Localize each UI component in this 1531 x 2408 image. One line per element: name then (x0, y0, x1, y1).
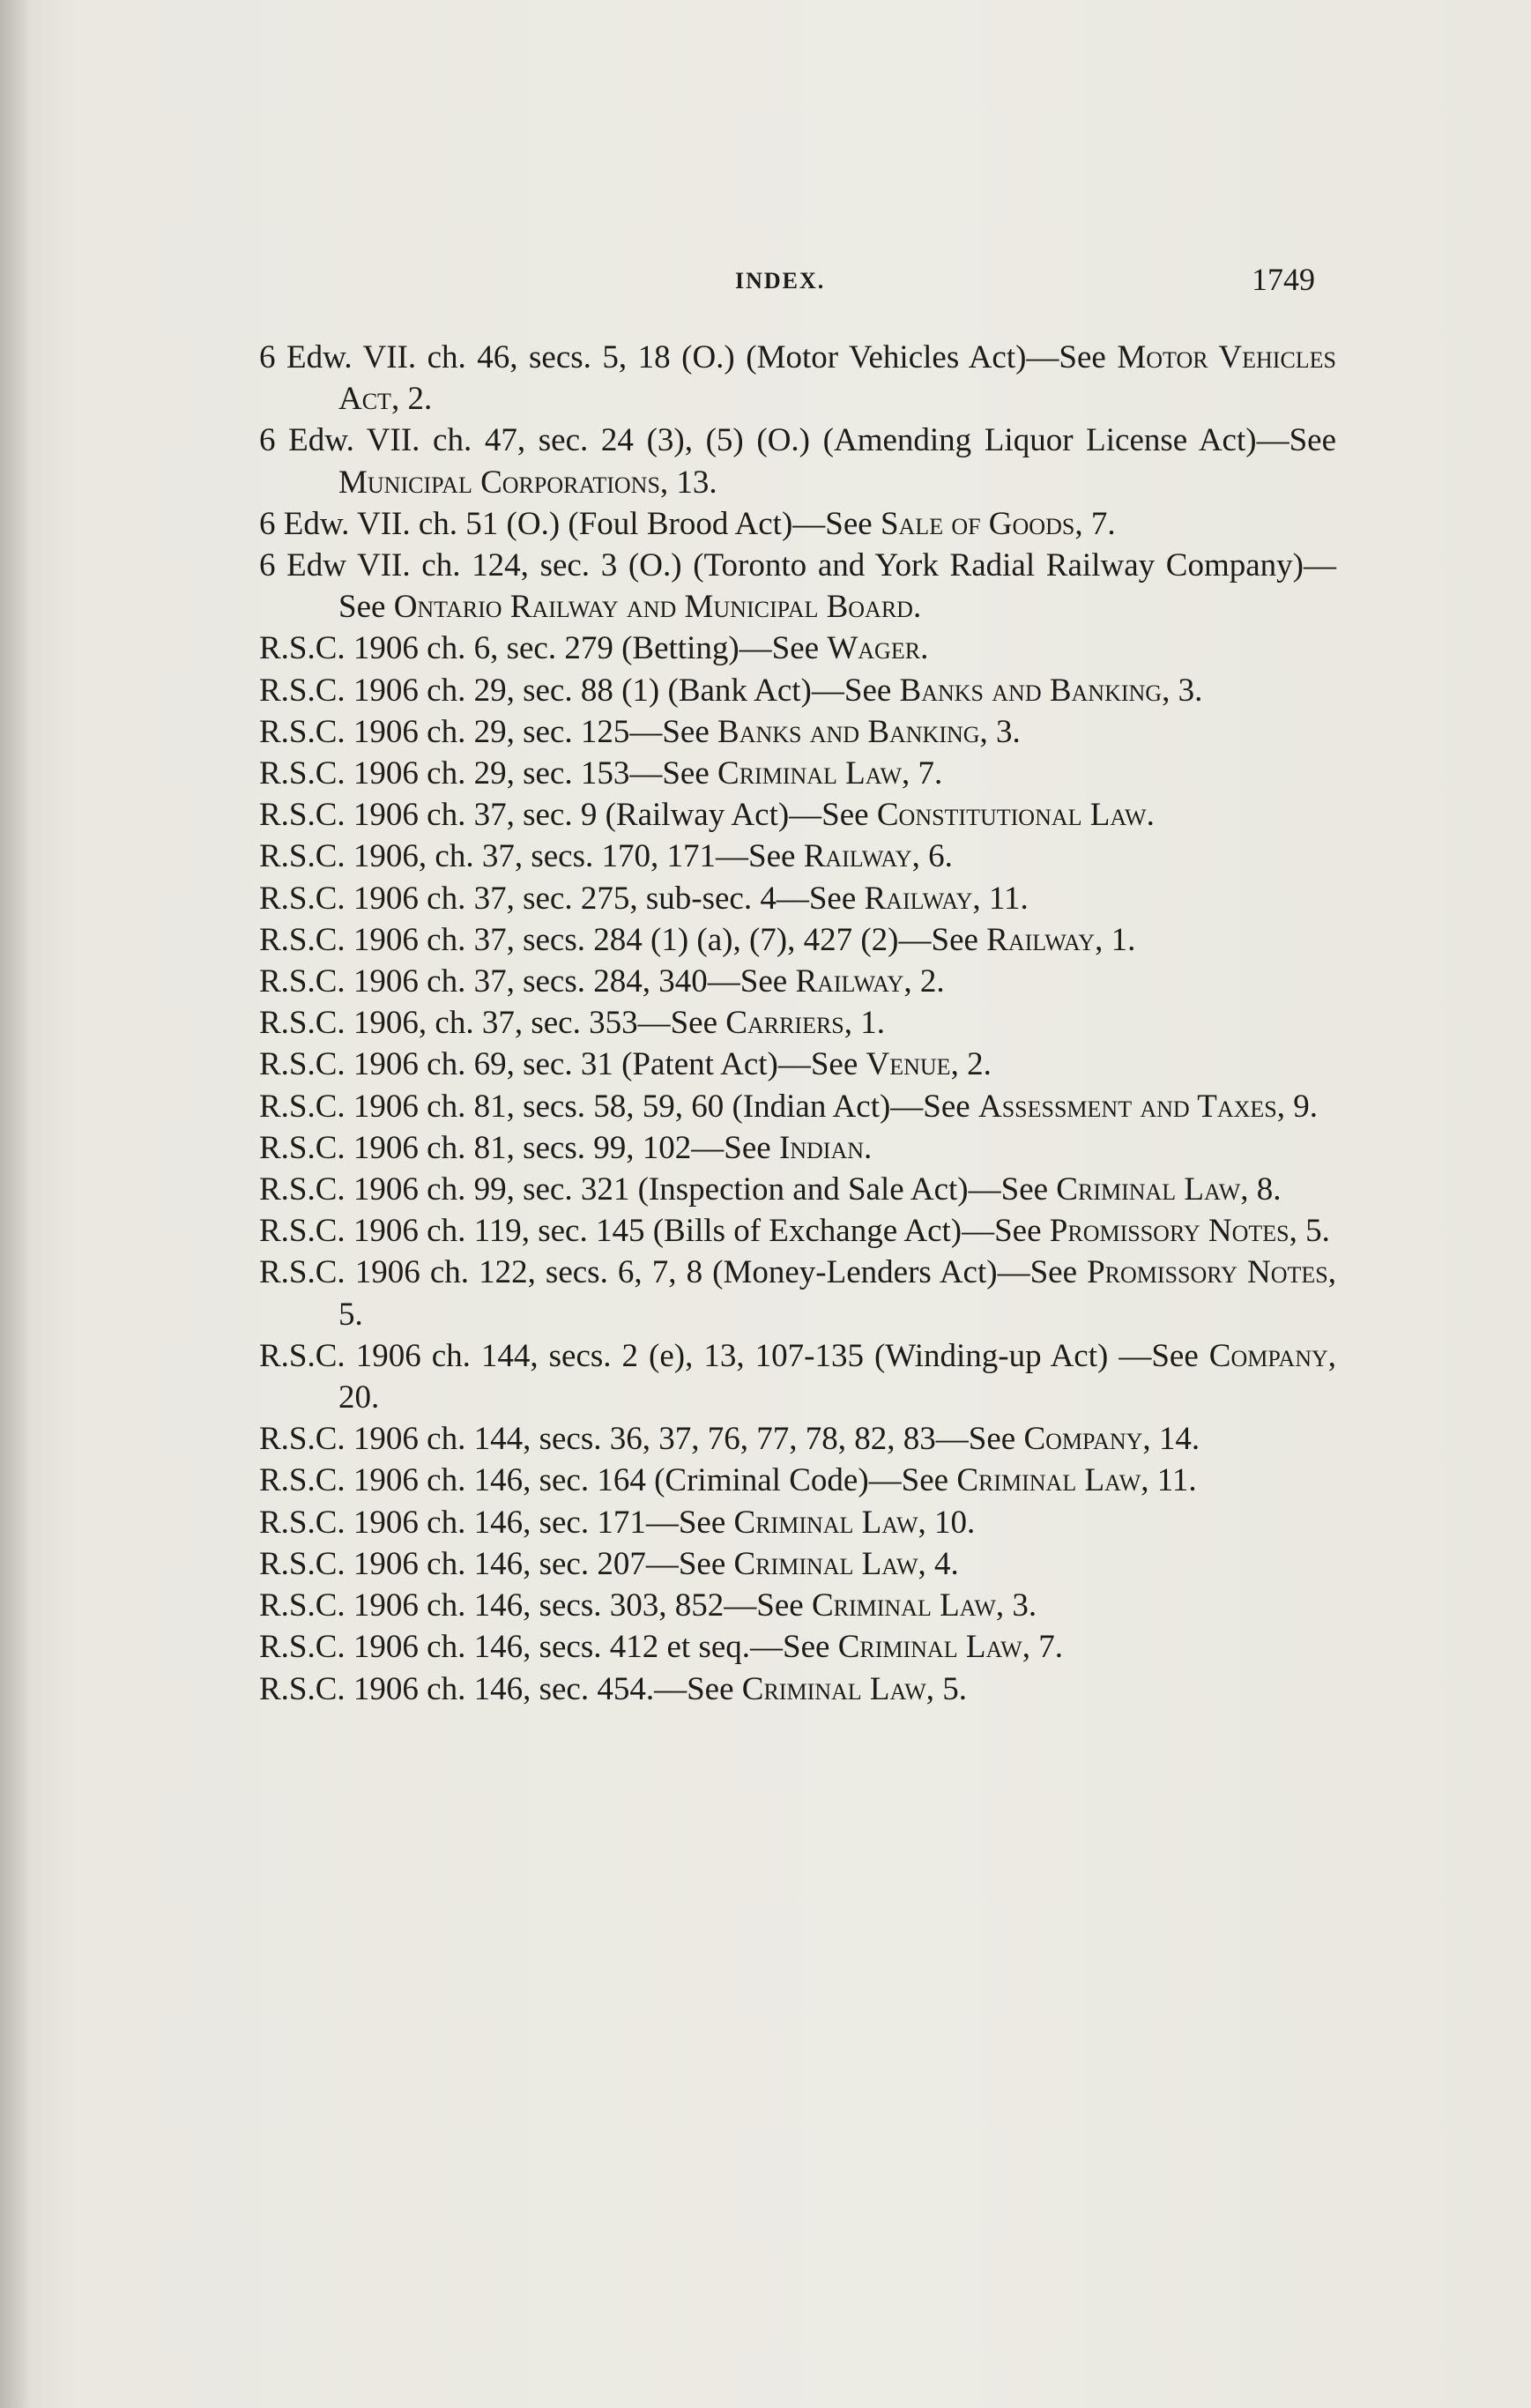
entry-topic: Carriers (725, 1005, 844, 1042)
entry-reference: R.S.C. 1906 ch. 37, secs. 284, 340—See (259, 963, 788, 1000)
entry-tail: , 3. (995, 1587, 1037, 1624)
index-entry (259, 1543, 1336, 1585)
entry-tail: , 5. (338, 1254, 1336, 1333)
index-entry (259, 1252, 1336, 1334)
entry-tail: , 11. (1141, 1462, 1197, 1499)
entry-reference: R.S.C. 1906 ch. 119, sec. 145 (Bills of Exchange Act)—See (259, 1213, 1042, 1250)
entry-tail: , 2. (903, 963, 945, 1000)
entry-tail: , 4. (918, 1545, 959, 1582)
entry-topic: Criminal Law (811, 1587, 996, 1624)
entry-topic: Company (1208, 1337, 1328, 1374)
entry-tail: , 5. (925, 1670, 968, 1707)
entry-reference: R.S.C. 1906 ch. 122, secs. 6, 7, 8 (Money-Lenders Act)—See (259, 1254, 1077, 1291)
entry-reference: R.S.C. 1906, ch. 37, secs. 170, 171—See (259, 838, 796, 875)
entry-topic: Venue (866, 1046, 951, 1083)
entry-topic: Banks and Banking (717, 713, 980, 750)
entry-reference: R.S.C. 1906 ch. 37, sec. 9 (Railway Act)—See (259, 797, 869, 834)
binding-gutter (0, 0, 30, 2408)
entry-reference: R.S.C. 1906 ch. 6, sec. 279 (Betting)—See (259, 630, 820, 667)
entry-reference: 6 Edw. VII. ch. 51 (O.) (Foul Brood Act)—See (259, 505, 873, 542)
entry-topic: Railway (803, 838, 912, 875)
entry-reference: R.S.C. 1906 ch. 81, secs. 58, 59, 60 (Indian Act)—See (259, 1088, 970, 1125)
entry-reference: R.S.C. 1906 ch. 144, secs. 36, 37, 76, 77, 78, 82, 83—See (259, 1421, 1016, 1458)
entry-reference: R.S.C. 1906 ch. 29, sec. 88 (1) (Bank Act)—See (259, 672, 892, 709)
index-entry (259, 1585, 1336, 1626)
entry-tail: , 13. (659, 464, 717, 501)
entry-tail: . (864, 1129, 873, 1166)
entry-reference: 6 Edw. VII. ch. 47, sec. 24 (3), (5) (O.) (Amending Liquor License Act)—See (259, 422, 1336, 459)
entry-tail: , 2. (390, 381, 433, 418)
index-entry (259, 545, 1336, 628)
entry-topic: Criminal Law (741, 1670, 926, 1707)
entry-topic: Promissory Notes (1049, 1213, 1289, 1250)
entry-topic: Criminal Law (956, 1462, 1141, 1499)
index-entry (259, 919, 1336, 961)
entry-reference: R.S.C. 1906 ch. 144, secs. 2 (e), 13, 107-135 (Winding-up Act) —See (259, 1337, 1199, 1374)
index-entry (259, 753, 1336, 794)
entry-tail: . (912, 589, 922, 626)
entry-tail: , 1. (844, 1005, 886, 1042)
entry-tail: , 1. (1095, 921, 1136, 958)
index-entry (259, 670, 1336, 711)
entry-topic: Criminal Law (733, 1545, 918, 1582)
entry-reference: R.S.C. 1906 ch. 146, sec. 164 (Criminal Code)—See (259, 1462, 949, 1499)
index-entry (259, 337, 1336, 420)
entry-tail: , 14. (1142, 1421, 1200, 1458)
entry-tail: , 11. (972, 880, 1029, 917)
index-entry (259, 711, 1336, 753)
entry-reference: R.S.C. 1906 ch. 69, sec. 31 (Patent Act)—See (259, 1046, 858, 1083)
entry-tail: , 7. (902, 755, 943, 792)
entry-topic: Criminal Law (733, 1504, 918, 1541)
entry-reference: R.S.C. 1906, ch. 37, sec. 353—See (259, 1005, 718, 1042)
index-entry (259, 1044, 1336, 1085)
entry-topic: Criminal Law (837, 1629, 1022, 1666)
entry-reference: R.S.C. 1906 ch. 146, sec. 171—See (259, 1504, 726, 1541)
entry-topic: Railway (795, 963, 904, 1000)
entry-reference: R.S.C. 1906 ch. 37, secs. 284 (1) (a), (7), 427 (2)—See (259, 921, 978, 958)
running-title: INDEX. (735, 268, 826, 294)
entry-tail: , 6. (911, 838, 953, 875)
index-entry (259, 1169, 1336, 1210)
index-entry (259, 628, 1336, 669)
entry-tail: , 9. (1276, 1088, 1318, 1125)
entry-tail: , 2. (950, 1046, 992, 1083)
page-header (264, 261, 1315, 300)
entry-reference: R.S.C. 1906 ch. 146, secs. 303, 852—See (259, 1587, 804, 1624)
entry-tail: , 20. (338, 1337, 1337, 1416)
entry-topic: Criminal Law (717, 755, 903, 792)
index-entry (259, 1502, 1336, 1543)
entry-tail: , 3. (979, 713, 1021, 750)
index-entry (259, 836, 1336, 877)
index-entry (259, 878, 1336, 919)
entry-topic: Sale of Goods (880, 505, 1075, 542)
entry-tail: , 7. (1074, 505, 1116, 542)
entry-topic: Company (1023, 1421, 1143, 1458)
entry-reference: R.S.C. 1906 ch. 146, secs. 412 et seq.—See (259, 1629, 830, 1666)
entry-topic: Ontario Railway and Municipal Board (393, 589, 913, 626)
entry-tail: . (1146, 797, 1155, 834)
index-entry (259, 1626, 1336, 1668)
entry-topic: Wager (827, 630, 921, 667)
index-entry (259, 1418, 1336, 1460)
entry-reference: 6 Edw VII. ch. 124, sec. 3 (O.) (Toronto and York Radial Railway Company)—See (259, 547, 1336, 626)
entry-topic: Assessment and Taxes (977, 1088, 1277, 1125)
entry-reference: R.S.C. 1906 ch. 37, sec. 275, sub-sec. 4—See (259, 880, 857, 917)
index-entry (259, 503, 1336, 545)
entry-topic: Railway (864, 880, 973, 917)
index-entry (259, 1669, 1336, 1710)
index-entries (259, 337, 1336, 1710)
entry-reference: R.S.C. 1906 ch. 29, sec. 153—See (259, 755, 710, 792)
entry-reference: 6 Edw. VII. ch. 46, secs. 5, 18 (O.) (Motor Vehicles Act)—See (259, 339, 1106, 375)
entry-topic: Indian (778, 1129, 865, 1166)
entry-tail: , 5. (1289, 1213, 1330, 1250)
entry-topic: Banks and Banking (899, 672, 1163, 709)
index-entry (259, 794, 1336, 836)
entry-topic: Railway (986, 921, 1096, 958)
index-entry (259, 1127, 1336, 1169)
entry-tail: , 3. (1162, 672, 1203, 709)
entry-reference: R.S.C. 1906 ch. 99, sec. 321 (Inspection and Sale Act)—See (259, 1171, 1049, 1208)
index-entry (259, 420, 1336, 502)
entry-topic: Constitutional Law (876, 797, 1147, 834)
index-entry (259, 961, 1336, 1002)
index-entry (259, 1210, 1336, 1252)
index-entry (259, 1335, 1336, 1418)
entry-reference: R.S.C. 1906 ch. 29, sec. 125—See (259, 713, 710, 750)
entry-topic: Promissory Notes (1087, 1254, 1328, 1291)
entry-reference: R.S.C. 1906 ch. 146, sec. 454.—See (259, 1670, 734, 1707)
entry-tail: , 8. (1240, 1171, 1282, 1208)
entry-tail: . (920, 630, 929, 667)
entry-tail: , 7. (1022, 1629, 1063, 1666)
entry-topic: Municipal Corporations (338, 464, 660, 501)
index-entry (259, 1460, 1336, 1501)
index-entry (259, 1002, 1336, 1044)
entry-tail: , 10. (918, 1504, 976, 1541)
entry-reference: R.S.C. 1906 ch. 81, secs. 99, 102—See (259, 1129, 771, 1166)
entry-topic: Motor Vehicles Act (338, 339, 1337, 418)
page-number: 1749 (1252, 262, 1315, 297)
index-entry (259, 1086, 1336, 1127)
entry-topic: Criminal Law (1056, 1171, 1241, 1208)
entry-reference: R.S.C. 1906 ch. 146, sec. 207—See (259, 1545, 726, 1582)
